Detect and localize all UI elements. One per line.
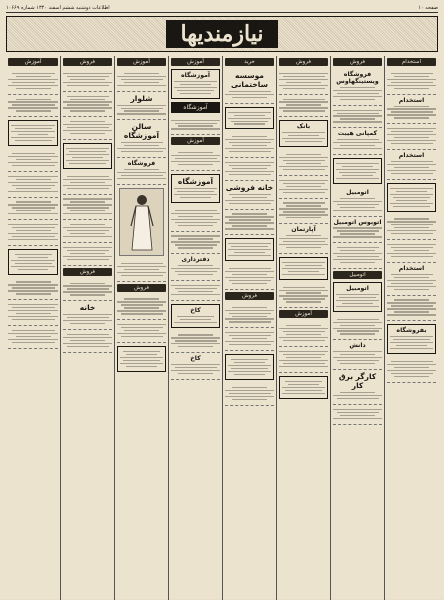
classified-ad — [8, 149, 58, 172]
ad-body-text — [225, 91, 274, 98]
classified-ad — [387, 124, 436, 150]
inverted-ad: آموزشگاه — [171, 102, 220, 113]
ad-body-text — [117, 142, 166, 152]
ad-body-text — [8, 281, 58, 294]
ad-headline: اتومبیل — [346, 188, 369, 196]
classified-ad — [387, 215, 436, 241]
ad-body-text — [282, 381, 325, 394]
ad-body-text — [279, 325, 328, 341]
ad-body-text — [387, 299, 436, 315]
category-heading: فروش — [63, 58, 112, 66]
classified-ad — [63, 172, 112, 195]
ad-body-text — [333, 409, 382, 419]
classified-ad — [225, 354, 274, 380]
ad-body-text — [8, 176, 58, 192]
ad-body-text — [63, 96, 112, 112]
ad-body-text — [387, 218, 436, 234]
classified-ad — [8, 198, 58, 221]
classified-ad — [171, 69, 220, 99]
classified-ad — [387, 263, 436, 296]
column — [330, 56, 384, 600]
ad-headline: خانه — [79, 303, 96, 313]
classified-ad — [279, 95, 328, 118]
ad-body-text — [171, 152, 220, 165]
category-heading: فروش — [117, 284, 166, 292]
ad-body-text — [174, 188, 217, 198]
classified-ad — [279, 69, 328, 95]
classified-ad — [117, 158, 166, 185]
ad-body-text — [333, 198, 382, 211]
ad-body-text — [279, 287, 328, 303]
classified-ad — [63, 92, 112, 118]
ad-body-text — [225, 194, 274, 204]
ad-body-text — [171, 210, 220, 226]
ad-headline: فروشگاه ویستینگهاوس — [336, 71, 379, 85]
ad-body-text — [63, 198, 112, 214]
classified-ad — [63, 243, 112, 266]
classified-ad — [63, 69, 112, 92]
ad-body-text — [8, 153, 58, 166]
column — [168, 56, 222, 600]
ad-body-text — [225, 162, 274, 175]
ad-body-text — [171, 334, 220, 347]
ad-body-text — [390, 336, 433, 349]
column — [222, 56, 276, 600]
classified-ad — [279, 176, 328, 199]
ad-body-text — [117, 298, 166, 314]
classified-ad — [387, 240, 436, 263]
fashion-photo — [119, 188, 164, 256]
classified-ad — [63, 301, 112, 330]
classified-ad — [387, 357, 436, 383]
ad-body-text — [279, 351, 328, 367]
classified-ad — [171, 174, 220, 203]
ad-body-text — [333, 227, 382, 237]
classified-ad — [387, 150, 436, 180]
category-heading: فروش — [333, 58, 382, 66]
classified-ad — [387, 183, 436, 212]
page-header-line — [6, 4, 438, 13]
classified-ad — [171, 281, 220, 301]
ad-body-text — [336, 294, 379, 307]
ad-body-text — [63, 283, 112, 296]
ad-headline: دانش — [349, 342, 366, 350]
classified-ad — [333, 315, 382, 341]
ad-headline: استخدام — [398, 264, 425, 272]
classified-ad — [225, 69, 274, 104]
page-number: صفحه ۱۰ — [418, 5, 438, 11]
ad-body-text — [117, 324, 166, 337]
masthead-banner — [6, 16, 438, 52]
ad-headline: کاخ — [190, 306, 201, 314]
classified-ad — [279, 257, 328, 280]
classified-ad — [63, 330, 112, 353]
category-heading: اتومبیل — [333, 271, 382, 279]
ad-body-text — [333, 110, 382, 123]
ad-body-text — [117, 169, 166, 179]
classified-ad — [225, 328, 274, 351]
ad-body-text — [63, 314, 112, 324]
ad-body-text — [333, 139, 382, 149]
ad-body-text — [117, 105, 166, 115]
ad-body-text — [171, 285, 220, 295]
classified-ad — [117, 259, 166, 282]
ad-headline: فروشگاه — [127, 160, 156, 168]
classified-columns — [6, 56, 438, 600]
ad-body-text — [11, 254, 55, 270]
ad-body-text — [282, 262, 325, 275]
classified-ad — [387, 324, 436, 354]
ad-body-text — [63, 176, 112, 189]
ad-body-text — [225, 136, 274, 152]
ad-body-text — [11, 125, 55, 141]
ad-body-text — [333, 392, 382, 399]
ad-body-text — [8, 99, 58, 112]
category-heading: آموزش — [8, 58, 58, 66]
classified-ad — [225, 238, 274, 261]
ad-body-text — [171, 120, 220, 130]
column — [384, 56, 438, 600]
ad-body-text — [387, 128, 436, 144]
ad-body-text — [8, 201, 58, 214]
ad-body-text — [63, 247, 112, 260]
ad-body-text — [390, 188, 433, 207]
ad-body-text — [8, 330, 58, 343]
category-heading: فروش — [279, 58, 328, 66]
ad-body-text — [333, 351, 382, 364]
ad-body-text — [174, 81, 217, 94]
classified-ad — [171, 304, 220, 328]
ad-body-text — [279, 235, 328, 248]
classified-ad — [117, 320, 166, 343]
classified-ad — [333, 340, 382, 370]
classified-ad — [8, 326, 58, 349]
classified-ad — [225, 210, 274, 236]
ad-body-text — [279, 73, 328, 89]
classified-ad — [63, 279, 112, 302]
classified-ad — [8, 278, 58, 301]
classified-ad — [387, 296, 436, 322]
category-heading: آموزش — [171, 58, 220, 66]
classified-ad — [279, 120, 328, 147]
ad-body-text — [225, 332, 274, 345]
ad-headline: سالن آموزشگاه — [123, 122, 160, 141]
classified-ad — [63, 195, 112, 221]
ad-body-text — [387, 274, 436, 290]
ad-body-text — [171, 235, 220, 248]
ad-body-text — [387, 106, 436, 119]
ad-body-text — [279, 99, 328, 112]
ad-body-text — [279, 180, 328, 193]
category-heading: آموزش — [171, 137, 220, 145]
ad-headline: دفترداری — [181, 256, 210, 264]
ad-body-text — [387, 361, 436, 377]
ad-body-text — [333, 319, 382, 335]
ad-body-text — [63, 73, 112, 86]
classified-ad — [333, 243, 382, 269]
classified-ad — [279, 347, 328, 373]
classified-ad — [333, 106, 382, 129]
ad-headline: استخدام — [398, 96, 425, 104]
classified-ad — [225, 181, 274, 210]
ad-body-text — [225, 268, 274, 284]
ad-body-text — [225, 387, 274, 400]
ad-headline: آموزشگاه — [180, 72, 211, 79]
ad-body-text — [171, 265, 220, 275]
classified-ad — [171, 148, 220, 171]
ad-body-text — [117, 73, 166, 86]
classified-ad — [117, 120, 166, 158]
classified-ad — [333, 187, 382, 217]
classified-ad — [333, 405, 382, 425]
classified-ad — [225, 158, 274, 181]
classified-ad — [171, 116, 220, 136]
ad-body-text — [171, 364, 220, 374]
ad-body-text — [333, 87, 382, 100]
classified-ad — [117, 346, 166, 372]
ad-body-text — [63, 121, 112, 134]
ad-body-text — [225, 307, 274, 323]
classified-ad — [8, 300, 58, 326]
ad-body-text — [333, 247, 382, 263]
ad-body-text — [228, 112, 271, 125]
classified-ad — [8, 120, 58, 146]
classified-ad — [333, 217, 382, 244]
ad-body-text — [63, 334, 112, 347]
ad-headline: آموزشگاه — [177, 177, 214, 187]
classified-ad — [387, 95, 436, 125]
ad-body-text — [8, 73, 58, 89]
ad-headline: شلوار — [130, 93, 153, 103]
ad-headline: اتوبوس اتومبیل — [333, 218, 382, 226]
classified-ad — [333, 370, 382, 405]
ad-body-text — [387, 161, 436, 174]
classified-ad — [117, 69, 166, 92]
classified-ad — [8, 172, 58, 198]
category-heading: فروش — [63, 268, 112, 276]
classified-ad — [171, 353, 220, 380]
classified-ad — [387, 69, 436, 95]
ad-body-text — [228, 359, 271, 375]
classified-ad — [279, 224, 328, 254]
classified-ad — [279, 321, 328, 347]
classified-ad — [333, 128, 382, 155]
ad-headline: آپارتمان — [291, 226, 316, 234]
ad-headline: بانک — [296, 123, 311, 131]
ad-body-text — [66, 148, 109, 164]
masthead-title: نیازمندیها — [166, 20, 277, 48]
category-heading: فروش — [225, 292, 274, 300]
ad-headline: اتومبیل — [346, 285, 369, 293]
classified-ad — [225, 132, 274, 158]
ad-body-text — [225, 213, 274, 229]
category-heading: استخدام — [387, 58, 436, 66]
category-heading: خرید — [225, 58, 274, 66]
classified-ad — [63, 117, 112, 140]
issue-date-line: اطلاعات دوشنبه ششم اسفند ۱۳۴۰ شماره ۱۰۶۶۹ — [6, 5, 110, 11]
ad-headline: کاخ — [190, 355, 201, 363]
column — [114, 56, 168, 600]
ad-body-text — [387, 244, 436, 257]
classified-ad — [333, 158, 382, 184]
classified-ad — [279, 283, 328, 309]
column — [60, 56, 114, 600]
ad-headline: خانه فروشی — [225, 182, 274, 192]
ad-body-text — [336, 163, 379, 179]
classified-ad — [117, 92, 166, 121]
classified-ad — [225, 303, 274, 329]
classified-ad — [171, 206, 220, 232]
column — [6, 56, 60, 600]
classified-ad — [171, 331, 220, 354]
ad-body-text — [117, 263, 166, 276]
ad-body-text — [8, 304, 58, 320]
classified-ad — [279, 199, 328, 225]
ad-body-text — [279, 154, 328, 170]
ad-headline: موسسه ساختمانی — [231, 71, 268, 89]
ad-body-text — [120, 351, 163, 367]
ad-body-text — [279, 202, 328, 218]
category-heading: آموزش — [117, 58, 166, 66]
ad-body-text — [63, 224, 112, 237]
classified-ad — [63, 143, 112, 169]
classified-ad — [225, 264, 274, 290]
ad-body-text — [387, 73, 436, 89]
classified-ad — [8, 95, 58, 118]
ad-headline: کمپانی هیبت — [337, 130, 378, 138]
column — [276, 56, 330, 600]
classified-ad — [63, 220, 112, 243]
classified-ad — [333, 282, 382, 312]
ad-headline: کارگر برق کار — [338, 372, 377, 391]
ad-headline: استخدام — [398, 152, 425, 160]
ad-body-text — [228, 243, 271, 256]
classified-ad — [8, 69, 58, 95]
classified-ad — [225, 383, 274, 406]
classified-ad — [8, 220, 58, 246]
classified-ad — [8, 249, 58, 275]
ad-headline: بفروشگاه — [396, 327, 427, 335]
classified-ad — [117, 295, 166, 321]
classified-ad — [279, 150, 328, 176]
ad-body-text — [8, 224, 58, 240]
ad-body-text — [282, 132, 325, 142]
category-heading: آموزش — [279, 310, 328, 318]
classified-ad — [333, 69, 382, 106]
ad-body-text — [174, 316, 217, 323]
classified-ad — [171, 232, 220, 255]
classified-ad — [171, 254, 220, 281]
classified-ad — [279, 376, 328, 399]
classified-ad — [225, 107, 274, 130]
